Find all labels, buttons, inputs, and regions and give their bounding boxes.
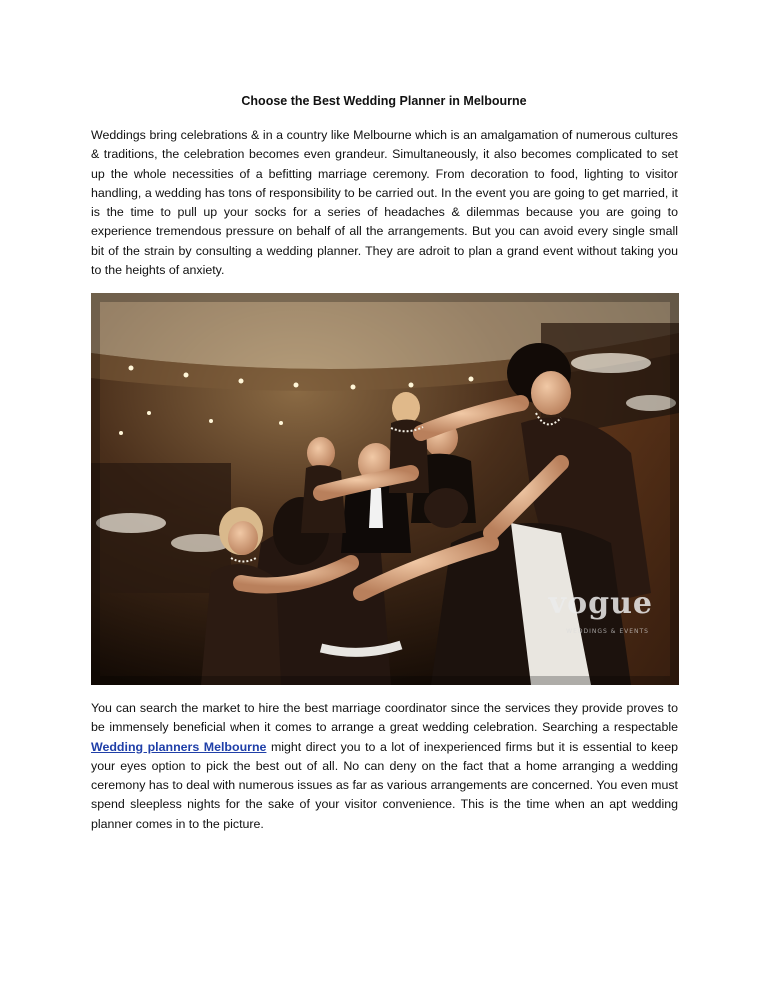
wedding-planners-melbourne-link[interactable]: Wedding planners Melbourne <box>91 739 267 754</box>
photo-illustration <box>91 293 679 685</box>
page-title: Choose the Best Wedding Planner in Melbourne <box>241 94 527 108</box>
second-paragraph-text-end: might direct you to a lot of inexperienced firms but it is essential to keep your eyes option to pick the best out of all. No can deny on the fact that a home arranging a wedding ceremony has to deal with numerous issues as far as various arrangements are concerned. You even must spend sleepless nights for the sake of your visitor convenience. This is the time when an apt wedding planner comes in to the picture. <box>91 739 678 831</box>
second-paragraph-text-start: You can search the market to hire the best marriage coordinator since the services they provide proves to be immensely beneficial when it comes to arrange a great wedding celebration. Searching a respectable <box>91 701 678 735</box>
intro-paragraph: Weddings bring celebrations & in a country like Melbourne which is an amalgamation of numerous cultures & traditions, the celebration becomes even grandeur. Simultaneously, it also becomes complicated to set up the whole necessities of a befitting marriage ceremony. From decoration to food, lighting to visitor handling, a wedding has tons of responsibility to be carried out. In the event you are going to get married, it is the time to pull up your socks for a series of headaches & dilemmas because you are going to experience tremendous pressure on behalf of all the arrangements. But you can avoid every single small bit of the strain by consulting a wedding planner. They are adroit to plan a grand event without taking you to the heights of anxiety. <box>91 128 678 278</box>
second-paragraph <box>91 699 678 834</box>
wedding-dance-photo <box>91 293 679 685</box>
photo-watermark-subtitle: WEDDINGS & EVENTS <box>566 628 649 635</box>
photo-watermark-logo: vogue <box>548 586 653 621</box>
